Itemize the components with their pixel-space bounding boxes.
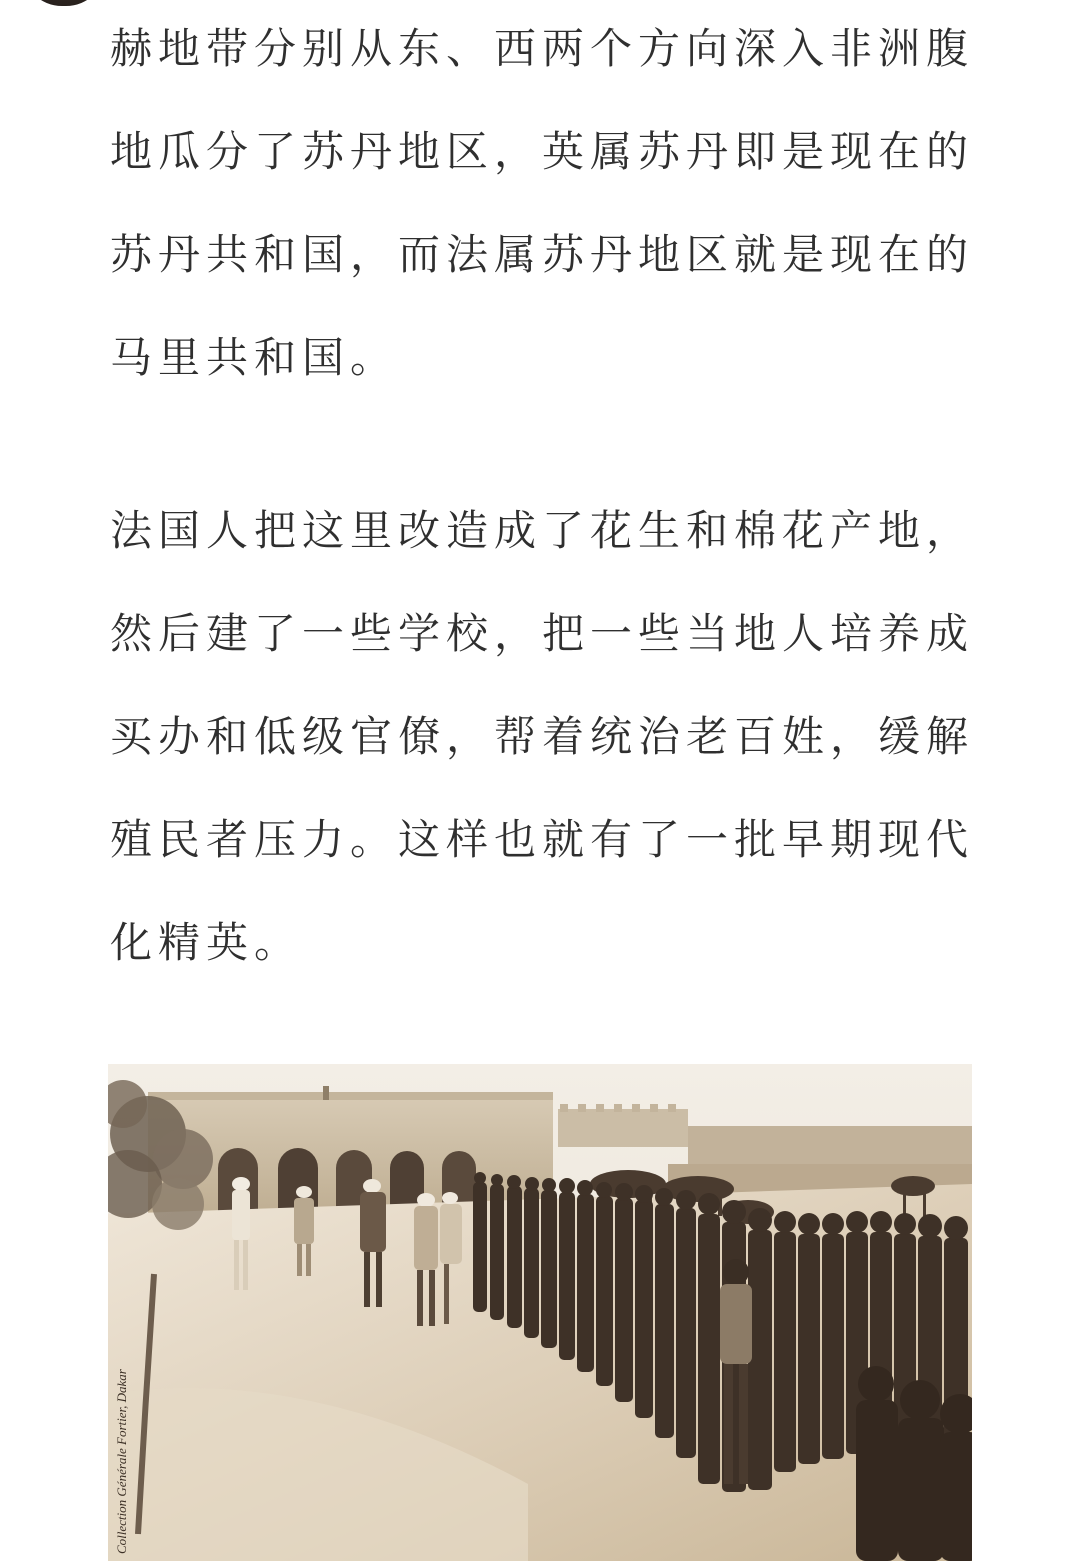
foreground-soldiers [856, 1366, 972, 1561]
article-paragraph: 赫地带分别从东、西两个方向深入非洲腹 地瓜分了苏丹地区，英属苏丹即是现在的 苏丹共和国，而法属苏丹地区就是现在的 马里共和国。 [110, 24, 975, 382]
photo-caption: Collection Générale Fortier, Dakar [114, 1369, 129, 1554]
article-paragraph: 法国人把这里改造成了花生和棉花产地， 然后建了一些学校，把一些当地人培养成 买办和低级官僚，帮着统治老百姓，缓解 殖民者压力。这样也就有了一批早期现代 化精英。 [110, 506, 975, 967]
historical-photo-illustration [108, 1064, 972, 1561]
avatar[interactable] [22, 0, 106, 6]
article-photo[interactable] [108, 1064, 972, 1561]
